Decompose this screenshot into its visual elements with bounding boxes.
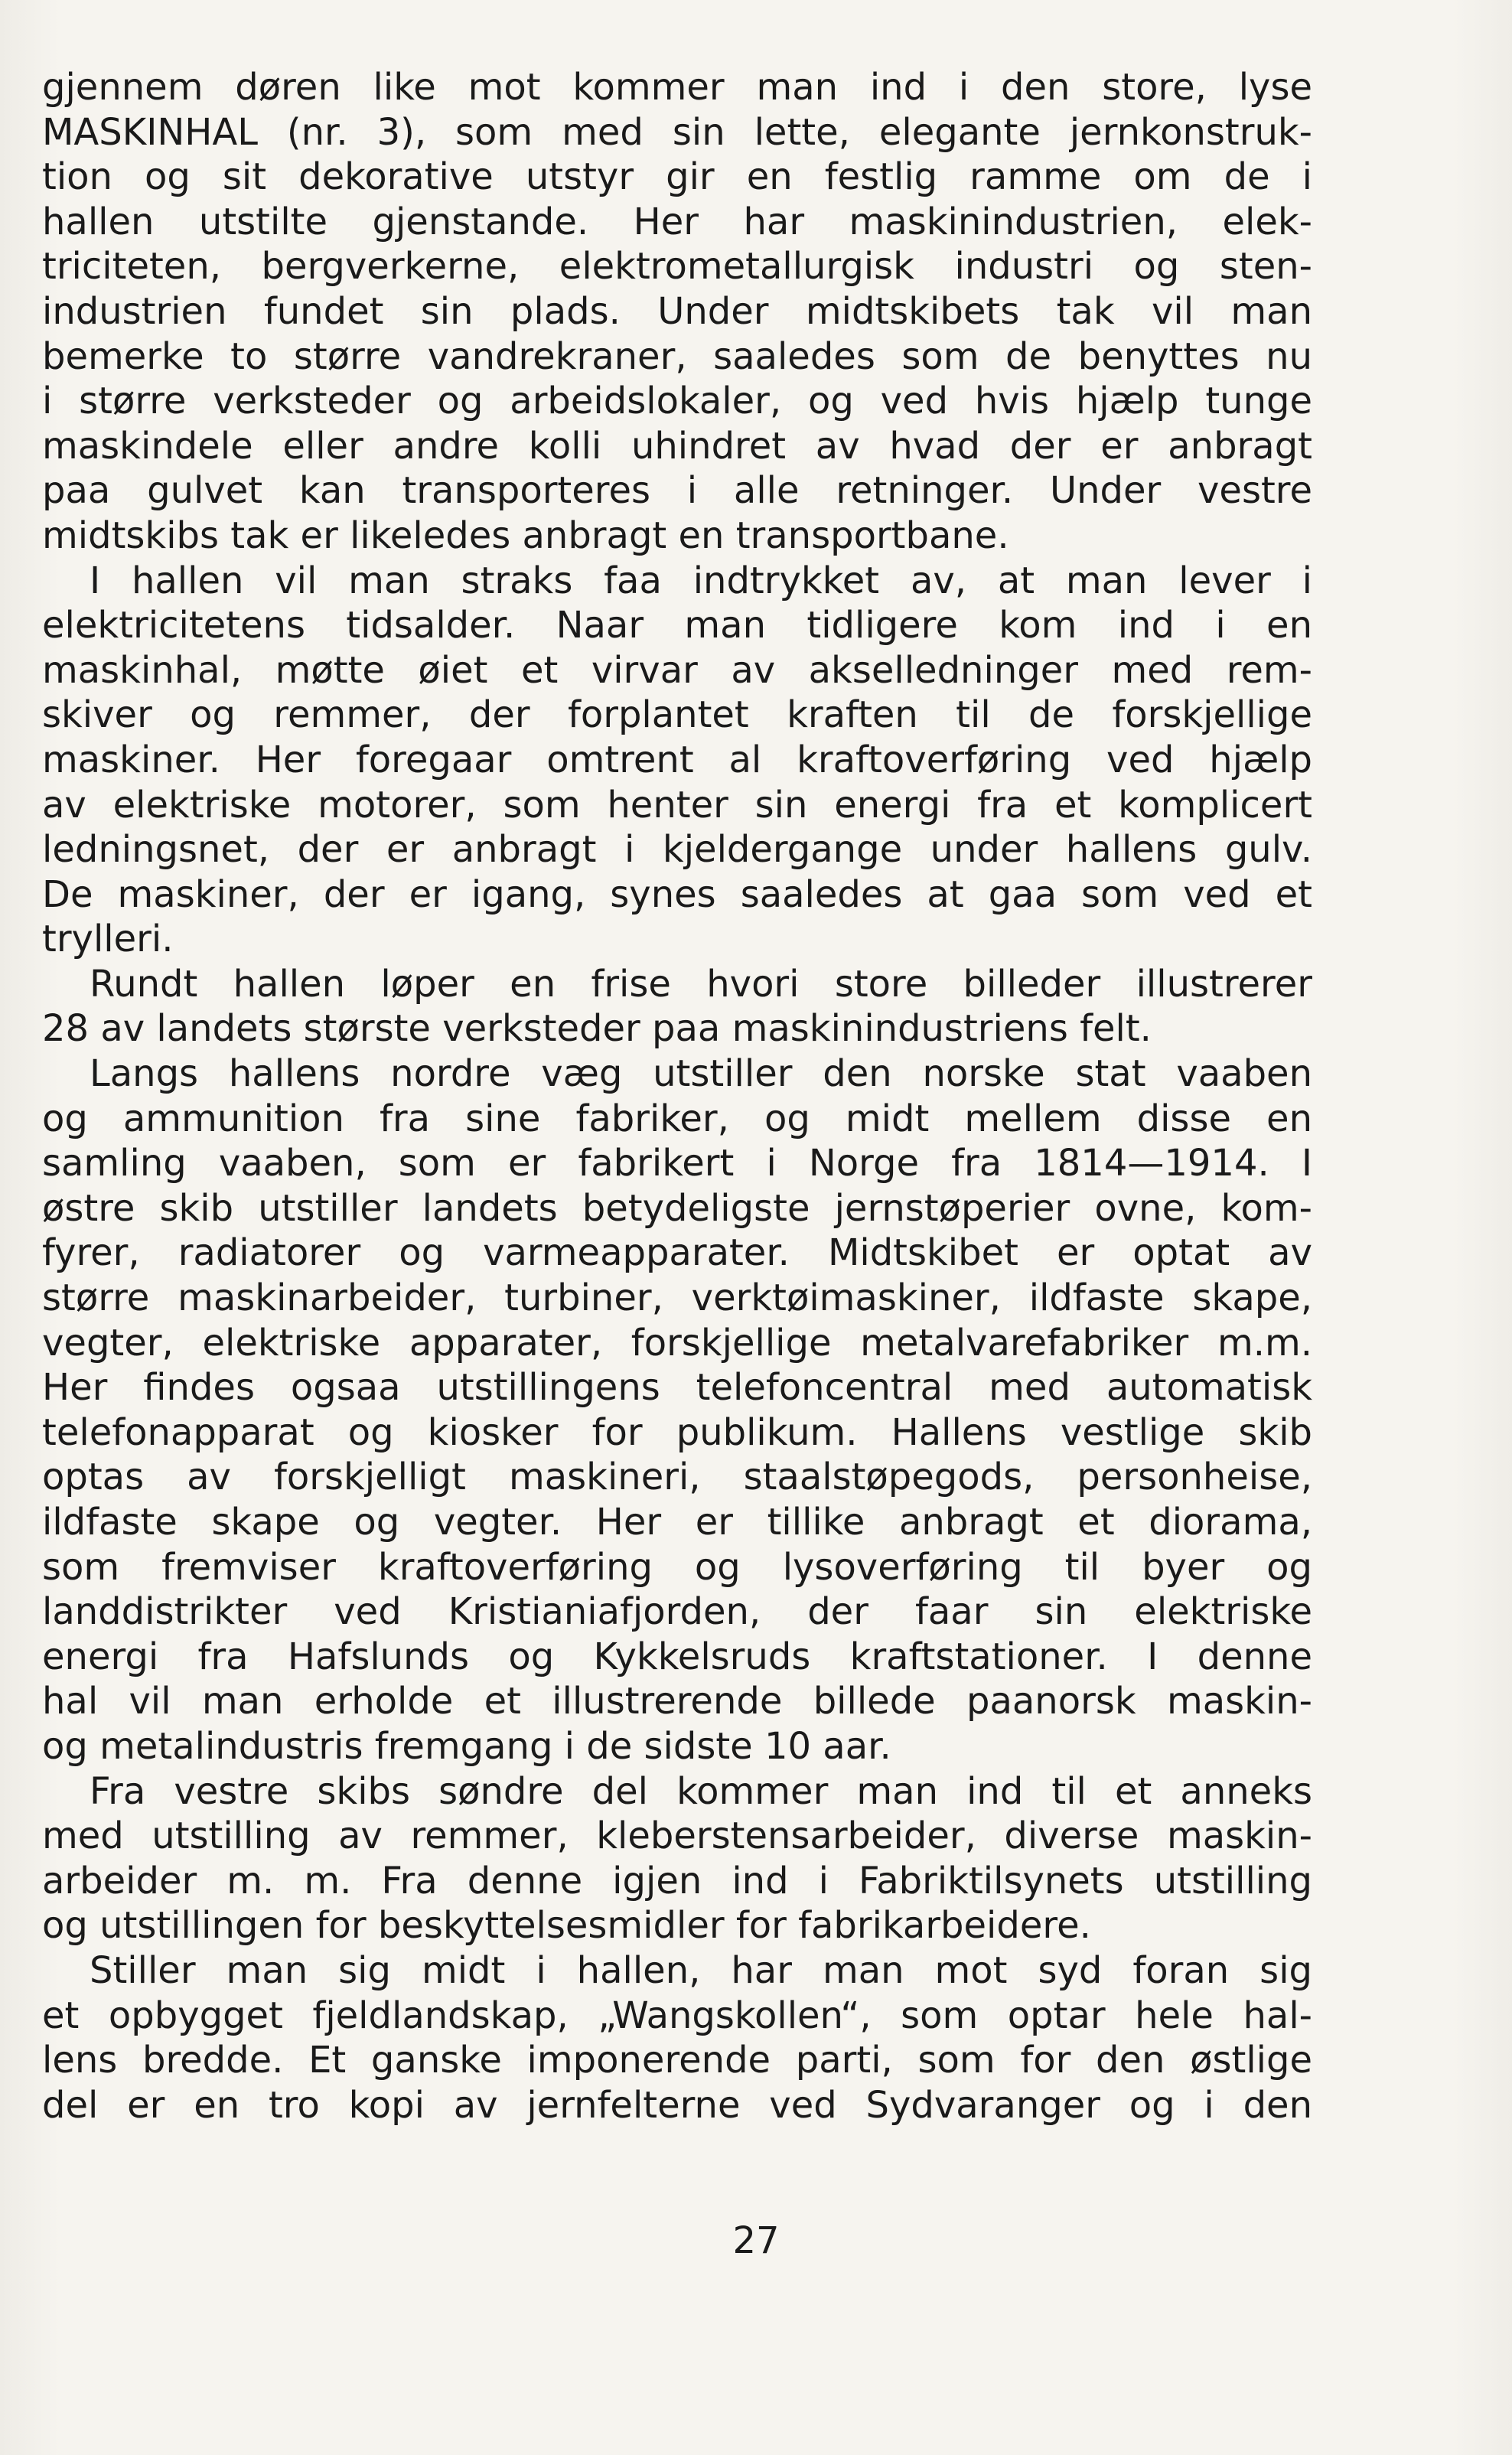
text-line: De maskiner, der er igang, synes saaledes at gaa som ved et [42,872,1312,916]
text-line: og utstillingen for beskyttelsesmidler for fabrikarbeidere. [42,1904,1091,1948]
text-line: MASKINHAL (nr. 3), som med sin lette, elegante jernkonstruk- [42,110,1312,154]
text-line: ildfaste skape og vegter. Her er tillike anbragt et diorama, [42,1501,1312,1544]
text-line: hal vil man erholde et illustrerende billede paanorsk maskin- [42,1680,1312,1723]
text-line: i større verksteder og arbeidslokaler, og ved hvis hjælp tunge [42,380,1312,423]
text-line: lens bredde. Et ganske imponerende parti, som for den østlige [42,2039,1312,2082]
text-line: telefonapparat og kiosker for publikum. Hallens vestlige skib [42,1410,1312,1454]
text-line: større maskinarbeider, turbiner, verktøimaskiner, ildfaste skape, [42,1276,1312,1320]
text-line: med utstilling av remmer, kleberstensarbeider, diverse maskin- [42,1814,1312,1858]
text-line: østre skib utstiller landets betydeligste jernstøperier ovne, kom- [42,1186,1312,1230]
text-line: midtskibs tak er likeledes anbragt en transportbane. [42,513,1009,557]
text-line: som fremviser kraftoverføring og lysoverføring til byer og [42,1545,1312,1589]
text-line: tion og sit dekorative utstyr gir en festlig ramme om de i [42,155,1312,199]
text-line: landdistrikter ved Kristianiafjorden, der faar sin elektriske [42,1590,1312,1634]
text-line: maskiner. Her foregaar omtrent al kraftoverføring ved hjælp [42,738,1312,781]
text-line: samling vaaben, som er fabrikert i Norge fra 1814—1914. I [42,1142,1312,1185]
text-line: Stiller man sig midt i hallen, har man mot syd foran sig [90,1948,1312,1992]
body-text [42,65,1312,2127]
text-line: Fra vestre skibs søndre del kommer man ind til et anneks [90,1769,1312,1813]
text-line: industrien fundet sin plads. Under midtskibets tak vil man [42,289,1312,333]
page-number: 27 [732,2219,780,2262]
text-line: Langs hallens nordre væg utstiller den norske stat vaaben [90,1052,1312,1096]
text-line: paa gulvet kan transporteres i alle retninger. Under vestre [42,469,1312,513]
text-line: av elektriske motorer, som henter sin energi fra et komplicert [42,783,1312,826]
text-line: 28 av landets største verksteder paa maskinindustriens felt. [42,1007,1152,1051]
text-line: gjennem døren like mot kommer man ind i den store, lyse [42,66,1312,109]
text-line: del er en tro kopi av jernfelterne ved Sydvaranger og i den [42,2083,1312,2127]
text-line: triciteten, bergverkerne, elektrometallurgisk industri og sten- [42,245,1312,289]
text-line: ledningsnet, der er anbragt i kjeldergange under hallens gulv. [42,828,1312,872]
text-line: og metalindustris fremgang i de sidste 10 aar. [42,1724,891,1768]
text-line: fyrer, radiatorer og varmeapparater. Midtskibet er optat av [42,1231,1312,1275]
text-line: trylleri. [42,918,174,961]
text-line: arbeider m. m. Fra denne igjen ind i Fabriktilsynets utstilling [42,1859,1312,1902]
text-line: Rundt hallen løper en frise hvori store billeder illustrerer [90,962,1312,1006]
text-line: bemerke to større vandrekraner, saaledes som de benyttes nu [42,334,1312,378]
text-line: maskinhal, møtte øiet et virvar av akselledninger med rem- [42,648,1312,692]
text-line: Her findes ogsaa utstillingens telefoncentral med automatisk [42,1366,1312,1410]
text-line: vegter, elektriske apparater, forskjellige metalvarefabriker m.m. [42,1321,1312,1364]
text-line: et opbygget fjeldlandskap, „Wangskollen“, som optar hele hal- [42,1994,1312,2037]
text-line: optas av forskjelligt maskineri, staalstøpegods, personheise, [42,1456,1312,1499]
text-line: hallen utstilte gjenstande. Her har maskinindustrien, elek- [42,200,1312,243]
text-line: energi fra Hafslunds og Kykkelsruds kraftstationer. I denne [42,1635,1312,1678]
text-line: og ammunition fra sine fabriker, og midt mellem disse en [42,1097,1312,1140]
text-line: skiver og remmer, der forplantet kraften til de forskjellige [42,693,1312,737]
text-line: I hallen vil man straks faa indtrykket av, at man lever i [90,559,1312,602]
text-line: elektricitetens tidsalder. Naar man tidligere kom ind i en [42,604,1312,647]
text-line: maskindele eller andre kolli uhindret av hvad der er anbragt [42,424,1312,468]
